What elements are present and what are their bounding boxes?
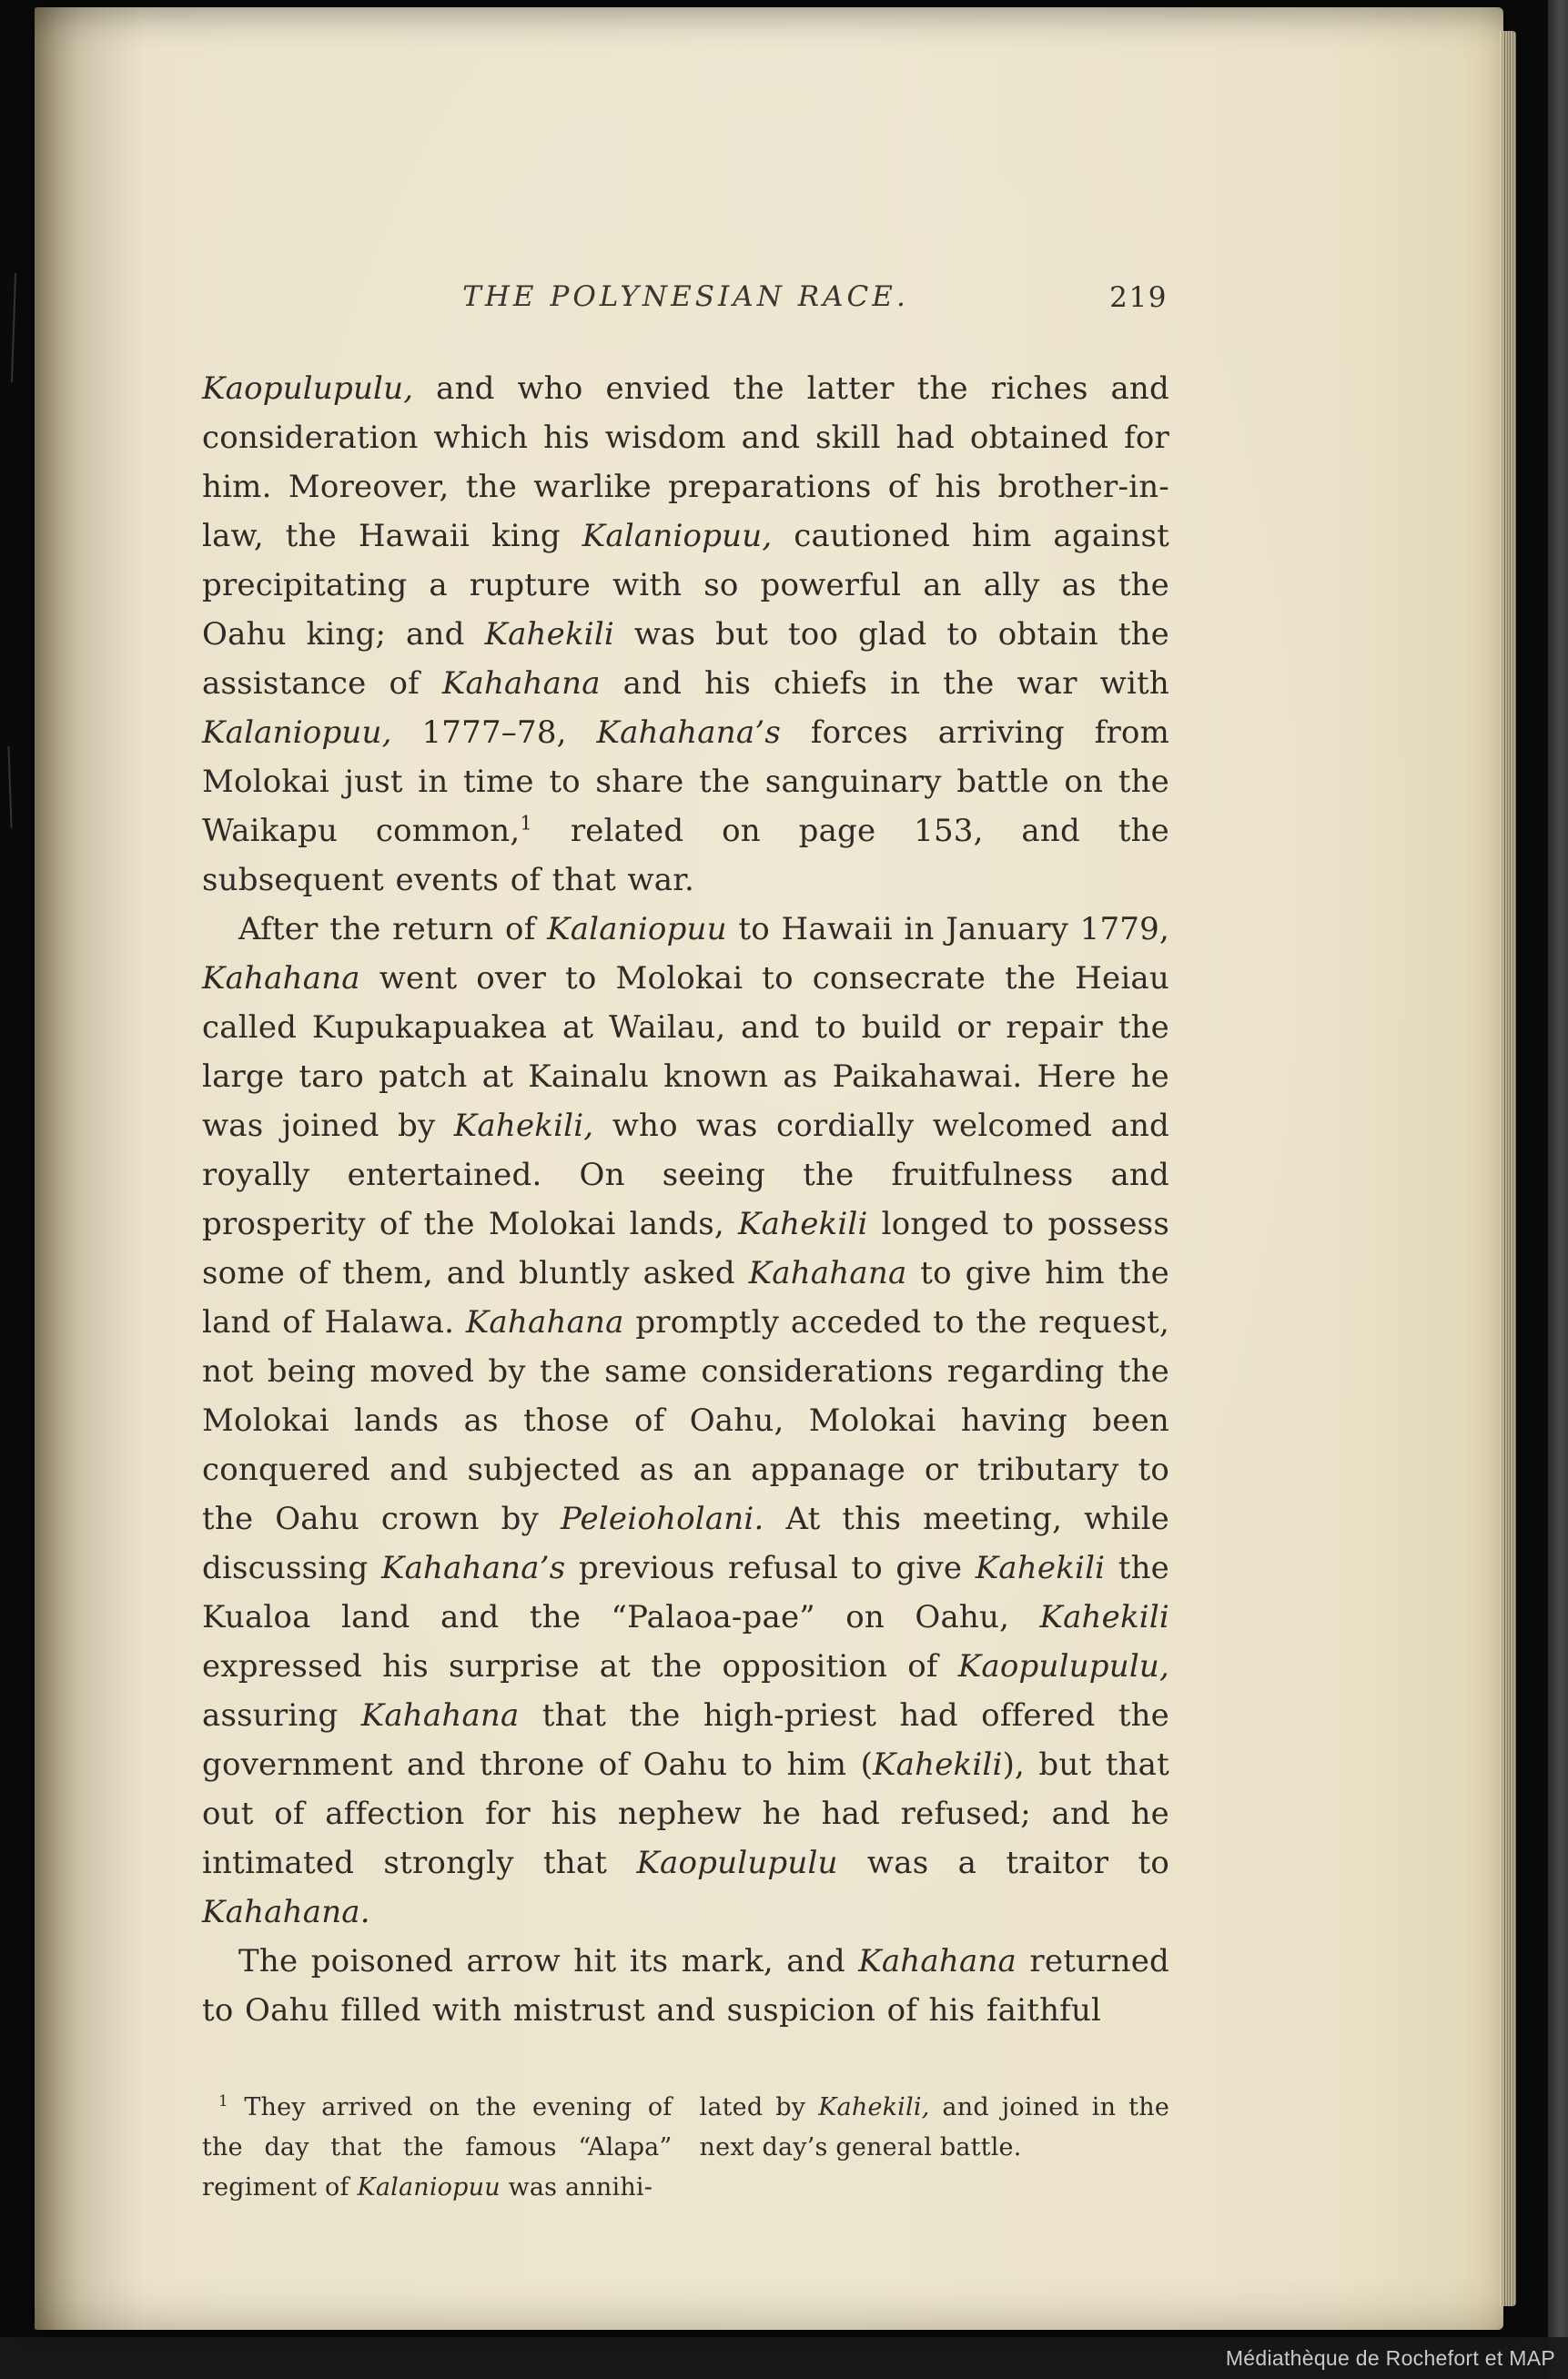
italic-run: Kahekili <box>484 616 614 653</box>
text-run: After the return of <box>238 911 548 947</box>
italic-run: Kaopulupulu, <box>202 370 414 407</box>
text-run: that the high-priest had offered the government and throne of Oahu to him ( <box>202 1697 1169 1783</box>
text-run: who was cordially welcomed and royally entertained. On seeing the fruitfulness and prosperity of the Molokai lands, <box>202 1108 1170 1242</box>
body-paragraph <box>202 905 1169 1937</box>
text-run: was a traitor to <box>837 1845 1169 1881</box>
italic-run: Kahekili <box>738 1206 868 1242</box>
text-run: cautioned him against precipitating a rupture with so powerful an ally as the Oahu king; and <box>202 518 1169 653</box>
italic-run: Kahekili <box>975 1550 1106 1586</box>
italic-run: Kalaniopuu <box>357 2173 501 2202</box>
text-run: At this meeting, while discussing <box>202 1501 1169 1586</box>
italic-run: Kahekili <box>873 1746 1003 1783</box>
body-paragraph <box>202 1937 1169 2035</box>
italic-run: Kalaniopuu <box>547 911 727 947</box>
spine-shadow <box>35 7 162 2330</box>
footnote-col-1 <box>202 2088 673 2208</box>
text-run: The poisoned arrow hit its mark, and <box>238 1943 859 1979</box>
book-page <box>35 7 1503 2330</box>
page-fore-edge <box>1500 31 1516 2306</box>
footnote-marker: 1 <box>218 2091 228 2110</box>
italic-run: Kahahana <box>748 1255 907 1291</box>
italic-run: Kalaniopuu, <box>582 518 773 554</box>
text-run: related on page 153, and the subsequent events of that war. <box>202 813 1169 898</box>
italic-run: Kahekili, <box>453 1108 594 1144</box>
text-run: and who envied the latter the riches and consideration which his wisdom and skill had obtained for him. Moreover, the warlike preparations of his brother-in-law, the Hawaii king <box>202 370 1169 554</box>
italic-run: Kaopulupulu <box>636 1845 838 1881</box>
italic-run: Kahahana’s <box>596 714 781 751</box>
text-run: was annihi- <box>500 2173 653 2202</box>
text-run: went over to Molokai to consecrate the Heiau called Kupukapuakea at Wailau, and to build or repair the large taro patch at Kainalu known as Paikahawai. Here he was joined by <box>202 960 1169 1144</box>
text-run: longed to possess some of them, and bluntly asked <box>202 1206 1169 1291</box>
text-run: assuring <box>202 1697 361 1734</box>
watermark-bar <box>0 2337 1568 2379</box>
text-run: 1777–78, <box>391 714 597 751</box>
italic-run: Kahahana <box>360 1697 520 1734</box>
previous-page-edge <box>7 746 12 828</box>
italic-run: Peleioholani. <box>560 1501 764 1537</box>
body-text <box>202 364 1169 2035</box>
previous-page-edge <box>11 273 16 382</box>
text-run: forces arriving from Molokai just in time to share the sanguinary battle on the Waikapu common, <box>202 714 1170 849</box>
italic-run: Kahekili <box>1039 1599 1169 1635</box>
italic-run: Kalaniopuu, <box>202 714 392 751</box>
italic-run: Kahahana <box>441 665 601 702</box>
text-run: and his chiefs in the war with <box>600 665 1170 702</box>
italic-run: Kahahana’s <box>380 1550 566 1586</box>
italic-run: Kahahana <box>858 1943 1017 1979</box>
scan-right-strip <box>1548 0 1568 2379</box>
footnote-col-2 <box>700 2088 1170 2208</box>
page-content <box>202 280 1169 2208</box>
text-run: returned to Oahu filled with mistrust and suspicion of his faithful <box>202 1943 1169 2029</box>
text-run: and joined in the next day’s general battle. <box>699 2093 1169 2161</box>
italic-run: Kahahana. <box>202 1894 370 1930</box>
footnote <box>202 2088 1169 2208</box>
text-run: the Kualoa land and the “Palaoa-pae” on Oahu, <box>202 1550 1170 1635</box>
page-number: 219 <box>1109 281 1168 314</box>
footnote-marker: 1 <box>520 811 533 835</box>
page-header <box>202 280 1169 322</box>
text-run: They arrived on the evening of the day that the famous “Alapa” regiment of <box>202 2093 673 2202</box>
text-run: to Hawaii in January 1779, <box>726 911 1169 947</box>
watermark-text: Médiathèque de Rochefort et MAP <box>1225 2345 1555 2370</box>
italic-run: Kaopulupulu, <box>957 1648 1169 1685</box>
text-run: ), but that out of affection for his nephew he had refused; and he intimated strongly that <box>202 1746 1169 1881</box>
text-run: promptly acceded to the request, not being moved by the same considerations regarding the Molokai lands as those of Oahu, Molokai having been conquered and subjected as an appanage or tributary to the Oahu crown by <box>202 1304 1169 1537</box>
text-run: was but too glad to obtain the assistance of <box>202 616 1170 702</box>
running-title: THE POLYNESIAN RACE. <box>462 280 909 313</box>
body-paragraph <box>202 364 1169 905</box>
text-run: lated by <box>699 2093 819 2121</box>
italic-run: Kahekili, <box>818 2093 930 2121</box>
text-run: previous refusal to give <box>565 1550 976 1586</box>
italic-run: Kahahana <box>202 960 360 997</box>
italic-run: Kahahana <box>465 1304 624 1341</box>
text-run: to give him the land of Halawa. <box>202 1255 1169 1341</box>
text-run: expressed his surprise at the opposition of <box>202 1648 958 1685</box>
